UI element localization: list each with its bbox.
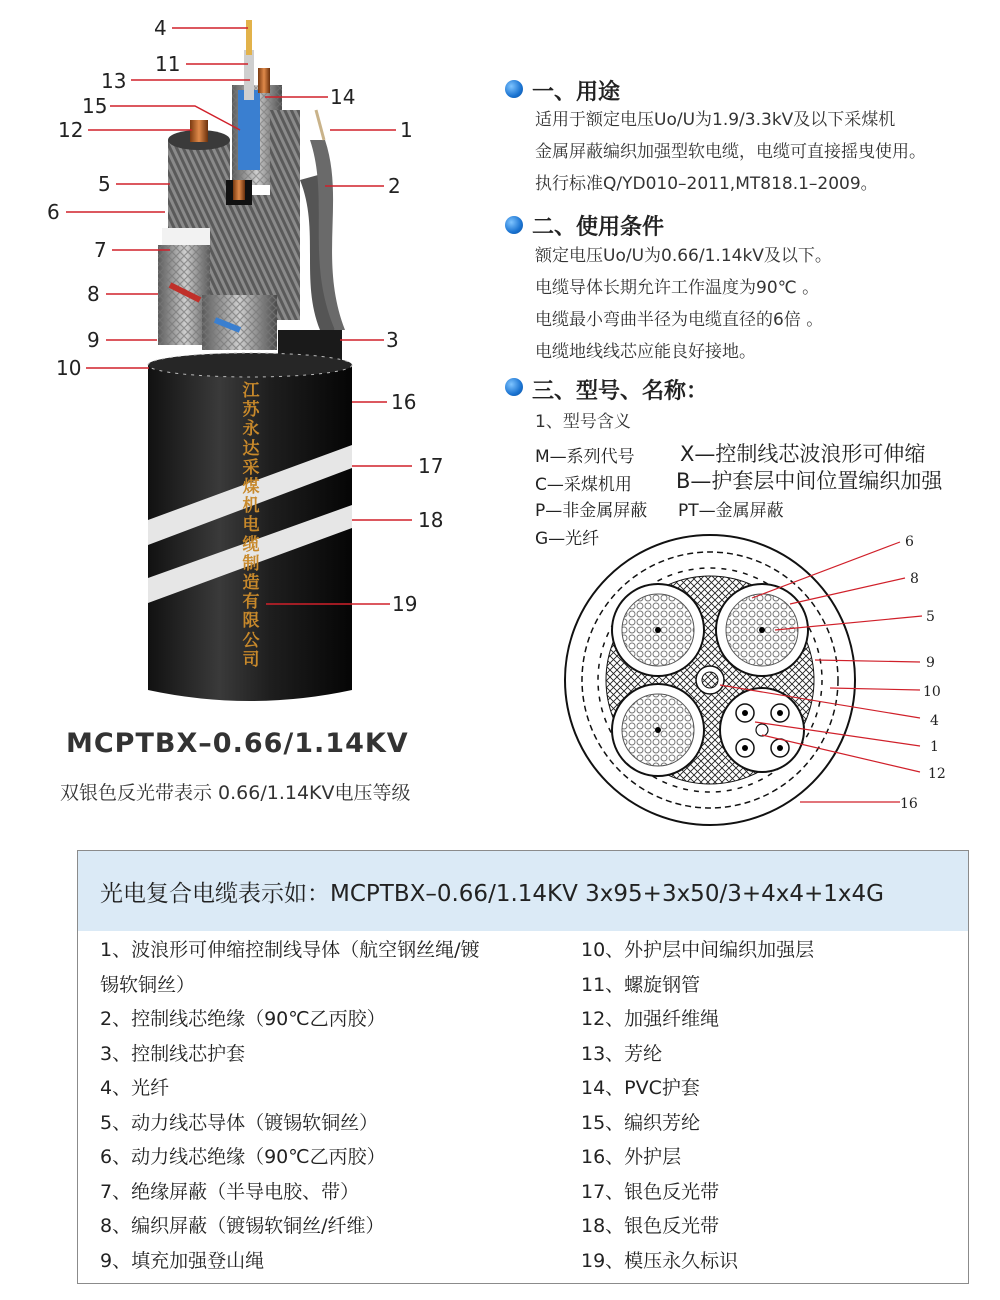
model-code-left: C—采煤机用 (535, 475, 632, 495)
model-code-left: G—光纤 (535, 529, 600, 549)
section1-line: 执行标准Q/YD010–2011,MT818.1–2009。 (535, 174, 878, 194)
callout-8: 8 (87, 282, 100, 306)
list-item: 12、加强纤维绳 (581, 1008, 720, 1030)
callout-5: 5 (98, 172, 111, 196)
component-list-right (581, 933, 961, 1278)
bullet-dot-icon (505, 216, 523, 234)
callout-15: 15 (82, 94, 108, 118)
callout-14: 14 (330, 85, 356, 109)
callout-3: 3 (386, 328, 399, 352)
list-item: 18、银色反光带 (581, 1215, 720, 1237)
callout-4: 4 (154, 16, 167, 40)
section2-line: 额定电压Uo/U为0.66/1.14kV及以下。 (535, 246, 832, 266)
power-core-cross (612, 584, 704, 676)
callout-6: 6 (47, 200, 60, 224)
callout-18: 18 (418, 508, 444, 532)
product-model: MCPTBX–0.66/1.14KV (66, 728, 409, 759)
cs-label-10: 10 (923, 684, 941, 700)
pvc-sheath (238, 90, 260, 170)
section1-line: 金属屏蔽编织加强型软电缆，电缆可直接摇曳使用。 (535, 142, 926, 162)
list-item: 4、光纤 (100, 1077, 170, 1099)
list-item: 14、PVC护套 (581, 1077, 700, 1099)
cs-label-1: 1 (930, 739, 939, 755)
section1-line: 适用于额定电压Uo/U为1.9/3.3kV及以下采煤机 (535, 110, 896, 130)
jacket-top-rim (148, 353, 352, 377)
power-core-cross (716, 584, 808, 676)
optical-fiber-cross (696, 666, 724, 694)
aramid-copper-end (258, 68, 270, 93)
callout-1: 1 (400, 118, 413, 142)
cross-section-diagram (540, 530, 960, 840)
cs-label-4: 4 (930, 713, 939, 729)
callout-10: 10 (56, 356, 82, 380)
molded-company-mark: 江苏永达采煤机电缆制造有限公司 (242, 381, 260, 670)
component-list-left (100, 933, 570, 1278)
callout-17: 17 (418, 454, 444, 478)
list-item: 13、芳纶 (581, 1042, 663, 1065)
model-code-right: X—控制线芯波浪形可伸缩 (680, 442, 926, 466)
list-item: 16、外护层 (581, 1146, 682, 1168)
optical-fiber (246, 20, 252, 55)
cs-label-12: 12 (928, 766, 946, 782)
cs-label-6: 6 (905, 534, 914, 550)
callout-2: 2 (388, 174, 401, 198)
cs-label-8: 8 (910, 571, 919, 587)
product-description: 双银色反光带表示 0.66/1.14KV电压等级 (60, 782, 411, 804)
model-code-left: P—非金属屏蔽 (535, 501, 648, 521)
section3-heading: 三、型号、名称： (532, 379, 709, 404)
model-code-right: B—护套层中间位置编织加强 (676, 469, 943, 493)
callout-9: 9 (87, 328, 100, 352)
list-item: 5、动力线芯导体（镀锡软铜丝） (100, 1111, 379, 1134)
control-unit-cross (720, 688, 804, 772)
callout-16: 16 (391, 390, 417, 414)
callout-11: 11 (155, 52, 181, 76)
control-conductor (316, 110, 324, 140)
callout-19: 19 (392, 592, 418, 616)
spiral-steel-tube (244, 50, 254, 100)
section2-line: 电缆最小弯曲半径为电缆直径的6倍 。 (535, 310, 824, 330)
list-item: 7、绝缘屏蔽（半导电胶、带） (100, 1180, 360, 1203)
list-item: 8、编织屏蔽（镀锡软铜丝/纤维） (100, 1215, 385, 1237)
list-item: 17、银色反光带 (581, 1180, 720, 1203)
list-item: 10、外护层中间编织加强层 (581, 939, 815, 961)
model-code-right: PT—金属屏蔽 (678, 501, 784, 521)
list-item: 19、模压永久标识 (581, 1249, 739, 1272)
section3-sub: 1、型号含义 (535, 412, 631, 432)
list-item: 6、动力线芯绝缘（90℃乙丙胶） (100, 1146, 386, 1168)
section2-line: 电缆导体长期允许工作温度为90℃ 。 (535, 278, 820, 298)
list-item: 1、波浪形可伸缩控制线导体（航空钢丝绳/镀 (100, 939, 480, 961)
copper-conductor-left (190, 120, 208, 142)
power-core-cross (612, 684, 704, 776)
callout-13: 13 (101, 69, 127, 93)
list-item: 11、螺旋钢管 (581, 973, 701, 996)
cs-label-5: 5 (926, 609, 935, 625)
bullet-dot-icon (505, 378, 523, 396)
list-item: 15、编织芳纶 (581, 1111, 701, 1134)
cs-label-9: 9 (926, 655, 935, 671)
bullet-dot-icon (505, 80, 523, 98)
component-spec-box (77, 850, 969, 1284)
list-item: 2、控制线芯绝缘（90℃乙丙胶） (100, 1008, 386, 1030)
section2-body (535, 240, 832, 368)
list-item: 3、控制线芯护套 (100, 1042, 246, 1065)
section2-line: 电缆地线线芯应能良好接地。 (535, 342, 756, 362)
section1-heading: 一、用途 (532, 80, 621, 105)
braid-screen-front-texture (202, 295, 277, 350)
model-code-left: M—系列代号 (535, 447, 635, 467)
power-core-right (270, 110, 300, 320)
callout-12: 12 (58, 118, 84, 142)
cs-label-16: 16 (900, 796, 918, 812)
list-item: 锡软铜丝） (100, 973, 196, 996)
list-item: 9、填充加强登山绳 (100, 1249, 265, 1272)
spec-header: 光电复合电缆表示如：MCPTBX–0.66/1.14KV 3x95+3x50/3+4x4+1x4G (78, 851, 968, 931)
section1-body (535, 104, 926, 200)
section2-heading: 二、使用条件 (532, 215, 665, 240)
callout-7: 7 (94, 238, 107, 262)
copper-conductor-front (233, 180, 245, 200)
